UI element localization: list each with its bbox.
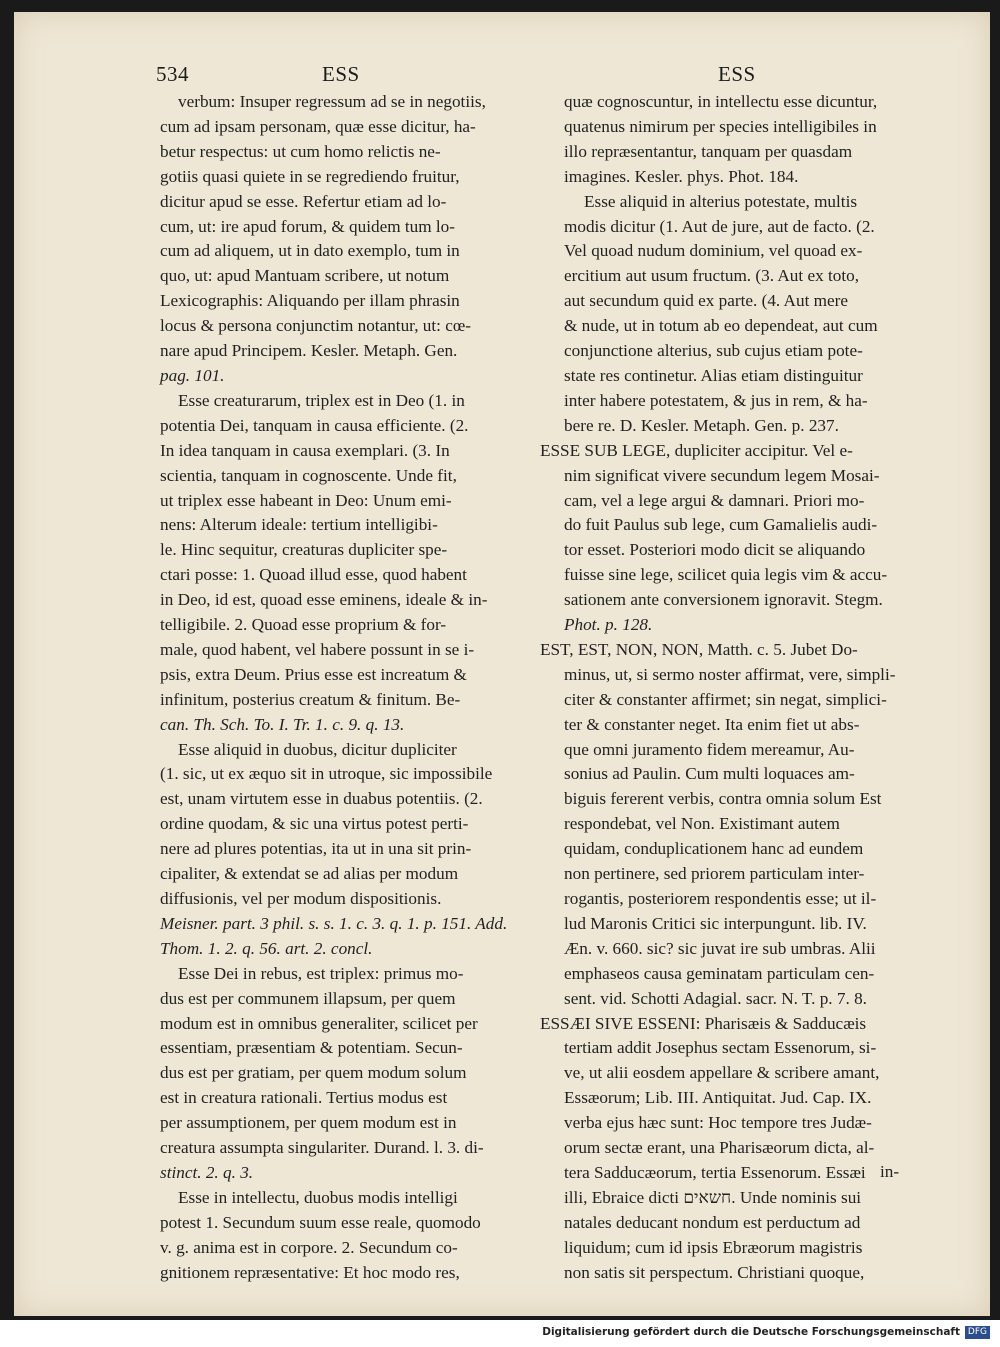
text-line: ut triplex esse habeant in Deo: Unum emi-	[160, 490, 452, 510]
text-line: ctari posse: 1. Quoad illud esse, quod habent	[160, 565, 467, 585]
text-line: cam, vel a lege argui & damnari. Priori mo-	[564, 490, 865, 510]
text-line: diffusionis, vel per modum dispositionis.	[160, 889, 442, 908]
running-head-left: ESS	[322, 62, 360, 86]
text-line: tertiam addit Josephus sectam Essenorum, si-	[564, 1038, 877, 1058]
text-line: emphaseos causa geminatam particulam cen-	[564, 963, 875, 983]
left-column	[160, 90, 545, 1286]
text-line: natales deducant nondum est perductum ad	[564, 1212, 861, 1232]
text-line: nere ad plures potentias, ita ut in una sit prin-	[160, 839, 472, 859]
text-line: Thom. 1. 2. q. 56. art. 2. concl.	[160, 938, 373, 958]
text-line: Esse aliquid in alterius potestate, multis	[584, 191, 858, 211]
text-line: male, quod habent, vel habere possunt in se i-	[160, 639, 475, 659]
catchword: in-	[880, 1162, 900, 1181]
text-line: ercitium aut usum fructum. (3. Aut ex toto,	[564, 266, 859, 286]
text-line: ter & constanter neget. Ita enim fiet ut abs-	[564, 714, 860, 734]
text-line: non satis sit perspectum. Christiani quoque,	[564, 1262, 865, 1282]
text-line: Esse aliquid in duobus, dicitur dupliciter	[178, 739, 457, 759]
text-line: pag. 101.	[160, 365, 225, 385]
text-line: potentia Dei, tanquam in causa efficiente. (2.	[160, 415, 469, 435]
text-line: gnitionem repræsentative: Et hoc modo res,	[160, 1262, 460, 1282]
text-line: per assumptionem, per quem modum est in	[160, 1113, 457, 1133]
running-head-right: ESS	[718, 62, 756, 86]
text-line: cum ad ipsam personam, quæ esse dicitur, ha-	[160, 116, 476, 136]
text-line: lud Maronis Critici sic interpungunt. lib. IV.	[564, 913, 867, 933]
text-line: bere re. D. Kesler. Metaph. Gen. p. 237.	[564, 415, 839, 435]
text-line: sonius ad Paulin. Cum multi loquaces am-	[564, 764, 855, 784]
text-line: liquidum; cum id ipsis Ebræorum magistris	[564, 1237, 863, 1257]
text-line: creatura assumpta singulariter. Durand. l. 3. di-	[160, 1138, 484, 1158]
text-line: Esse Dei in rebus, est triplex: primus mo-	[178, 963, 464, 983]
text-line: que omni juramento fidem mereamur, Au-	[564, 739, 855, 759]
text-line: le. Hinc sequitur, creaturas dupliciter spe-	[160, 540, 448, 560]
text-line: non pertinere, sed priorem particulam inter-	[564, 864, 865, 884]
text-line: nare apud Principem. Kesler. Metaph. Gen.	[160, 341, 458, 361]
text-line: biguis fererent verbis, contra omnia solum Est	[564, 789, 882, 809]
text-line: Esse creaturarum, triplex est in Deo (1. in	[178, 390, 465, 410]
text-line: orum sectæ erant, una Pharisæorum dicta, al-	[564, 1138, 875, 1158]
text-line: do fuit Paulus sub lege, cum Gamalielis audi-	[564, 515, 878, 535]
text-line: imagines. Kesler. phys. Phot. 184.	[564, 166, 799, 186]
text-line: est, unam virtutem esse in duabus potentiis. (2.	[160, 789, 483, 809]
text-line: psis, extra Deum. Prius esse est increatum &	[160, 664, 467, 684]
text-line: & nude, ut in totum ab eo dependeat, aut cum	[564, 316, 878, 336]
text-line: dus est per communem illapsum, per quem	[160, 988, 456, 1008]
text-line: illo repræsentantur, tanquam per quasdam	[564, 141, 853, 161]
text-line: state res continetur. Alias etiam distinguitur	[564, 365, 863, 385]
text-line: est in creatura rationali. Tertius modus est	[160, 1088, 448, 1108]
text-line: conjunctione alterius, sub cujus etiam pote-	[564, 341, 863, 361]
text-line: quatenus nimirum per species intelligibiles in	[564, 116, 877, 136]
text-line: EST, EST, NON, NON, Matth. c. 5. Jubet Do-	[540, 639, 858, 659]
page-number: 534	[156, 62, 189, 86]
text-line: fuisse sine lege, scilicet quia legis vim & accu-	[564, 565, 888, 585]
text-line: Essæorum; Lib. III. Antiquitat. Jud. Cap. IX.	[564, 1088, 872, 1108]
text-line: ordine quodam, & sic una virtus potest perti-	[160, 814, 469, 834]
text-line: aut secundum quid ex parte. (4. Aut mere	[564, 291, 848, 311]
text-line: sationem ante conversionem ignoravit. Stegm.	[564, 590, 883, 610]
text-line: cipaliter, & extendat se ad alias per modum	[160, 864, 459, 884]
text-line: quo, ut: apud Mantuam scribere, ut notum	[160, 266, 450, 286]
text-line: respondebat, vel Non. Existimant autem	[564, 814, 840, 834]
text-line: tera Sadducæorum, tertia Essenorum. Essæi	[564, 1162, 866, 1182]
dfg-logo: DFG	[965, 1326, 990, 1339]
text-line: Æn. v. 660. sic? sic juvat ire sub umbras. Alii	[564, 938, 876, 958]
text-line: Lexicographis: Aliquando per illam phrasin	[160, 291, 460, 311]
text-line: modum est in omnibus generaliter, scilicet per	[160, 1013, 478, 1033]
text-line: scientia, tanquam in cognoscente. Unde fit,	[160, 465, 457, 485]
text-line: minus, ut, si sermo noster affirmat, vere, simpli-	[564, 664, 896, 684]
text-line: quæ cognoscuntur, in intellectu esse dicuntur,	[564, 92, 878, 111]
text-line: nens: Alterum ideale: tertium intelligibi-	[160, 515, 438, 535]
text-line: tor esset. Posteriori modo dicit se aliquando	[564, 540, 866, 560]
text-line: verbum: Insuper regressum ad se in negotiis,	[178, 92, 486, 111]
text-line: stinct. 2. q. 3.	[160, 1162, 254, 1182]
text-line: modis dicitur (1. Aut de jure, aut de facto. (2.	[564, 216, 875, 236]
footer-credit: Digitalisierung gefördert durch die Deutsche Forschungsgemeinschaft	[542, 1326, 960, 1338]
text-line: quidam, conduplicationem hanc ad eundem	[564, 839, 864, 859]
text-line: v. g. anima est in corpore. 2. Secundum co-	[160, 1237, 458, 1257]
text-line: illi, Ebraice dicti חשאים. Unde nominis sui	[564, 1187, 862, 1207]
text-line: inter habere potestatem, & jus in rem, & ha-	[564, 390, 868, 410]
text-line: sent. vid. Schotti Adagial. sacr. N. T. p. 7. 8.	[564, 988, 867, 1008]
text-line: infinitum, posterius creatum & finitum. Be-	[160, 689, 461, 709]
text-line: can. Th. Sch. To. I. Tr. 1. c. 9. q. 13.	[160, 714, 405, 734]
text-line: ve, ut alii eosdem appellare & scribere amant,	[564, 1063, 880, 1083]
text-line: dus est per gratiam, per quem modum solum	[160, 1063, 467, 1083]
text-line: potest 1. Secundum suum esse reale, quomodo	[160, 1212, 481, 1232]
text-line: gotiis quasi quiete in se regrediendo fruitur,	[160, 166, 460, 186]
text-line: citer & constanter affirmet; sin negat, simplici-	[564, 689, 887, 709]
right-column	[540, 90, 933, 1286]
text-line: In idea tanquam in causa exemplari. (3. In	[160, 440, 450, 460]
text-line: Phot. p. 128.	[564, 615, 653, 635]
text-line: locus & persona conjunctim notantur, ut: cœ-	[160, 316, 472, 336]
text-line: (1. sic, ut ex æquo sit in utroque, sic impossibile	[160, 764, 493, 784]
text-line: Vel quoad nudum dominium, vel quoad ex-	[564, 241, 863, 261]
text-line: ESSÆI SIVE ESSENI: Pharisæis & Sadducæis	[540, 1013, 867, 1033]
text-line: in Deo, id est, quoad esse eminens, ideale & in-	[160, 590, 488, 610]
text-line: ESSE SUB LEGE, dupliciter accipitur. Vel e-	[540, 440, 853, 460]
text-line: Esse in intellectu, duobus modis intelligi	[178, 1187, 458, 1207]
text-line: cum, ut: ire apud forum, & quidem tum lo-	[160, 216, 455, 236]
text-line: cum ad aliquem, ut in dato exemplo, tum in	[160, 241, 460, 261]
text-line: Meisner. part. 3 phil. s. s. 1. c. 3. q. 1. p. 151. Add.	[160, 913, 508, 933]
text-line: nim significat vivere secundum legem Mosai-	[564, 465, 880, 485]
text-line: rogantis, posteriorem respondentis esse; ut il-	[564, 889, 877, 908]
text-line: telligibile. 2. Quoad esse proprium & for-	[160, 615, 447, 635]
text-line: betur respectus: ut cum homo relictis ne-	[160, 141, 441, 161]
text-line: verba ejus hæc sunt: Hoc tempore tres Judæ-	[564, 1113, 872, 1133]
text-line: essentiam, præsentiam & potentiam. Secun-	[160, 1038, 463, 1058]
text-line: dicitur apud se esse. Refertur etiam ad lo-	[160, 191, 447, 211]
